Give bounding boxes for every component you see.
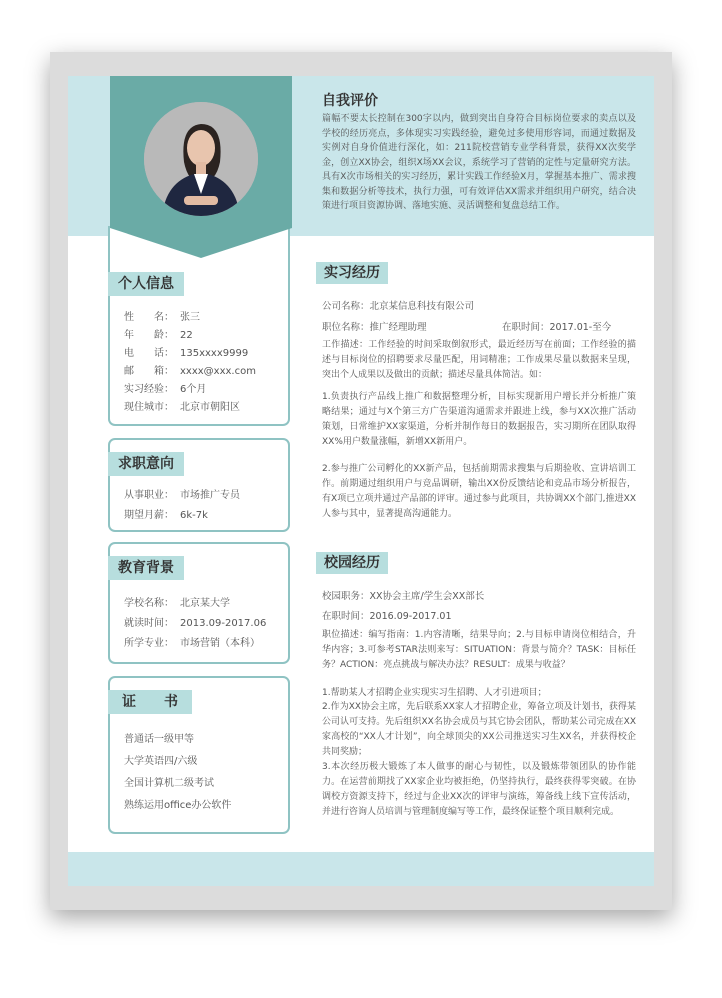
edu-row-major: 所学专业： 市场营销（本科） [124, 638, 260, 649]
info-row-city: 现住城市： 北京市朝阳区 [124, 402, 240, 413]
cert-item: 熟练运用office办公软件 [124, 800, 232, 811]
certificates-title: 证 书 [108, 690, 192, 714]
avatar [144, 102, 258, 216]
intent-row-occupation: 从事职业： 市场推广专员 [124, 490, 240, 501]
edu-row-period: 就读时间： 2013.09-2017.06 [124, 618, 267, 629]
education-title: 教育背景 [108, 556, 184, 580]
info-row-email: 邮 箱： xxxx@xxx.com [124, 366, 256, 377]
intent-row-salary: 期望月薪： 6k-7k [124, 510, 208, 521]
info-row-experience: 实习经验： 6个月 [124, 384, 207, 395]
campus-achievement-2: 2.作为XX协会主席，先后联系XX家人才招聘企业，筹备立项及计划书，获得某公司认可支持。先后组织XX名协会成员与其它协会团队，帮助某公司完成在XX家高校的“XX人才计划”，向全球顶尖的XX公司推送实习生XX名，并获得校企共同奖励； [322, 702, 636, 757]
campus-title: 校园经历 [316, 552, 388, 574]
internship-title: 实习经历 [316, 262, 388, 284]
campus-role: 校园职务：XX协会主席/学生会XX部长 [322, 591, 485, 602]
internship-company: 公司名称：北京某信息科技有限公司 [322, 301, 475, 312]
cert-item: 全国计算机二级考试 [124, 778, 214, 789]
info-row-phone: 电 话： 135xxxx9999 [124, 348, 249, 359]
info-row-name: 性 名： 张三 [124, 312, 200, 323]
self-evaluation-title: 自我评价 [322, 93, 378, 109]
campus-achievement-3: 3.本次经历极大锻炼了本人做事的耐心与韧性，以及锻炼带领团队的协作能力。在运营前期找了XX家企业均被拒绝，仍坚持执行，最终获得零突破。在协调校方资源支持下，经过与企业XX次的评审与演练，筹备线上线下宣传活动，并进行咨询人员培训与管理制度编写等工作，最终保证整个项目顺利完成。 [322, 762, 636, 817]
internship-position: 职位名称：推广经理助理 [322, 322, 427, 333]
internship-description: 工作描述：工作经验的时间采取倒叙形式，最近经历写在前面；工作经验的描述与目标岗位的招聘要求尽量匹配，用词精准；工作成果尽量以数据来呈现，突出个人成果以及做出的贡献；描述尽量具体简洁。如： [322, 340, 636, 380]
internship-achievement-1: 1.负责执行产品线上推广和数据整理分析，目标实现新用户增长并分析推广策略结果；通过与X个第三方广告渠道沟通需求并跟进上线，参与XX次推广活动策划，日常维护XX家渠道，分析并制作每日的数据报告，实习期所在团队取得XX%用户数量涨幅，新增XX新用户。 [322, 392, 636, 447]
certificates-card [108, 676, 290, 834]
education-card [108, 542, 290, 664]
campus-achievement-1: 1.帮助某人才招聘企业实现实习生招聘、人才引进项目； [322, 688, 547, 698]
edu-row-school: 学校名称： 北京某大学 [124, 598, 230, 609]
photo-block-pointer [110, 228, 292, 258]
info-row-age: 年 龄： 22 [124, 330, 193, 341]
person-photo-icon [144, 102, 258, 216]
job-intent-title: 求职意向 [108, 452, 184, 476]
footer-band [68, 852, 654, 886]
internship-achievement-2: 2.参与推广公司孵化的XX新产品，包括前期需求搜集与后期验收、宣讲培训工作。前期通过组织用户与竞品调研，输出XX份反馈结论和竞品市场分析报告，有X项已立项并通过产品部的评审。通过参与此项目，共协调XX个部门,推进XX人参与其中，显著提高沟通能力。 [322, 464, 636, 519]
resume-page [68, 76, 654, 886]
campus-description: 职位描述：编写指南：1.内容清晰，结果导向；2.与目标申请岗位相结合，升华内容；3.可参考STAR法则来写：SITUATION：背景与简介？TASK：目标任务？ACTION：亮点挑战与解决办法？RESULT：成果与收益？ [322, 630, 636, 670]
job-intent-card [108, 438, 290, 532]
self-evaluation-text: 篇幅不要太长控制在300字以内，做到突出自身符合目标岗位要求的卖点以及学校的经历亮点，多体现实习实践经验，避免过多使用形容词，而通过数据及实例对自身价值进行深化，如：211院校营销专业学科背景，获得XX次奖学金，创立XX协会，组织X场XX会议，系统学习了营销的定性与定量研究方法。具有X次市场相关的实习经历，累计实践工作经验X月，掌握基本推广、需求搜集和数据分析等技术，执行力强，可有效评估XX需求并组织用户研究，结合决策进行项目资源协调、落地实施、灵活调整和复盘总结工作。 [322, 114, 636, 211]
campus-period: 在职时间：2016.09-2017.01 [322, 611, 452, 622]
cert-item: 普通话一级甲等 [124, 734, 194, 745]
personal-info-title: 个人信息 [108, 272, 184, 296]
cert-item: 大学英语四/六级 [124, 756, 198, 767]
internship-period: 在职时间：2017.01-至今 [502, 322, 612, 333]
